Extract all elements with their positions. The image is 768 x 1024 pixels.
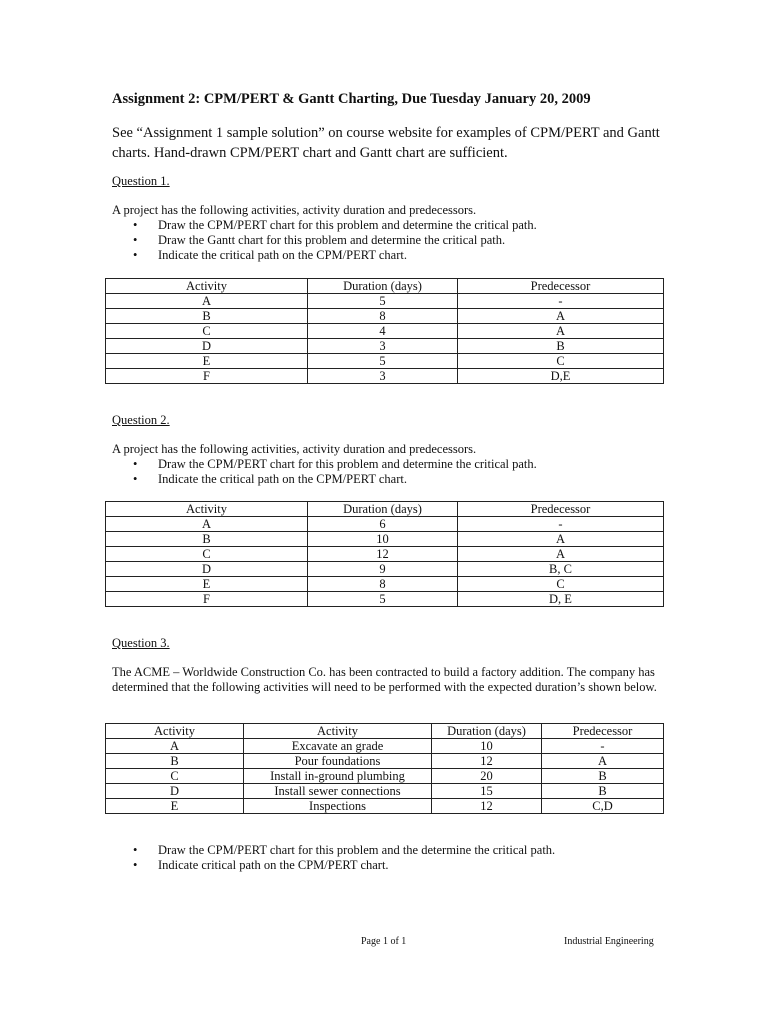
table-cell: A [458,324,664,339]
question-1-heading: Question 1. [112,174,170,188]
table-cell: A [542,754,664,769]
table-row [106,324,664,339]
table-cell: F [106,592,308,607]
list-item: • Indicate critical path on the CPM/PERT chart. [112,858,555,873]
table-cell: 4 [308,324,458,339]
table-cell: Pour foundations [244,754,432,769]
table-cell: 3 [308,339,458,354]
table-cell: 12 [308,547,458,562]
table-cell: 8 [308,309,458,324]
table-cell: 12 [432,754,542,769]
table-cell: 3 [308,369,458,384]
list-item: • Indicate the critical path on the CPM/PERT chart. [112,248,537,263]
table-cell: - [542,739,664,754]
table-cell: Inspections [244,799,432,814]
table-cell: 5 [308,294,458,309]
table-cell: C,D [542,799,664,814]
table-row [106,369,664,384]
table-row [106,592,664,607]
table-row [106,739,664,754]
table-cell: A [106,739,244,754]
intro-paragraph: See “Assignment 1 sample solution” on course website for examples of CPM/PERT and Gantt charts. Hand-drawn CPM/PERT chart and Gantt chart are sufficient. [112,125,660,161]
column-header: Predecessor [458,502,664,517]
question-3-heading: Question 3. [112,636,170,650]
table-cell: F [106,369,308,384]
table-cell: E [106,799,244,814]
table-cell: Excavate an grade [244,739,432,754]
table-header-row [106,724,664,739]
table-row [106,339,664,354]
table-cell: D [106,562,308,577]
table-cell: E [106,577,308,592]
table-cell: B [106,532,308,547]
table-row [106,754,664,769]
table-cell: A [458,547,664,562]
table-row [106,517,664,532]
table-cell: B [106,754,244,769]
column-header: Duration (days) [308,502,458,517]
list-item: • Draw the CPM/PERT chart for this problem and determine the critical path. [112,457,537,472]
table-cell: 12 [432,799,542,814]
table-row [106,784,664,799]
table-row [106,354,664,369]
footer-page-number: Page 1 of 1 [361,936,407,947]
table-cell: 8 [308,577,458,592]
list-item: • Draw the CPM/PERT chart for this problem and determine the critical path. [112,218,537,233]
table-row [106,562,664,577]
table-cell: C [106,769,244,784]
table-cell: 6 [308,517,458,532]
question-3-text: The ACME – Worldwide Construction Co. has been contracted to build a factory addition. The company has determined that the following activities will need to be performed with the expected duration’s shown below. [112,665,657,694]
table-cell: D, E [458,592,664,607]
column-header: Duration (days) [308,279,458,294]
table-row [106,294,664,309]
question-3-bullets [112,843,555,873]
table-cell: Install in-ground plumbing [244,769,432,784]
column-header: Activity [106,724,244,739]
table-cell: B [458,339,664,354]
table-row [106,769,664,784]
list-item: • Indicate the critical path on the CPM/PERT chart. [112,472,537,487]
table-cell: 5 [308,354,458,369]
table-cell: 10 [308,532,458,547]
list-item: • Draw the CPM/PERT chart for this problem and the determine the critical path. [112,843,555,858]
table-cell: A [106,517,308,532]
table-cell: B, C [458,562,664,577]
table-cell: Install sewer connections [244,784,432,799]
table-cell: - [458,294,664,309]
table-cell: 9 [308,562,458,577]
table-row [106,532,664,547]
table-header-row [106,502,664,517]
column-header: Activity [106,502,308,517]
table-header-row [106,279,664,294]
table-cell: 5 [308,592,458,607]
table-cell: C [106,324,308,339]
footer-department: Industrial Engineering [564,936,654,947]
table-cell: B [542,784,664,799]
table-cell: 15 [432,784,542,799]
table-cell: 20 [432,769,542,784]
column-header: Duration (days) [432,724,542,739]
question-2-table [105,501,664,607]
table-row [106,547,664,562]
question-2-bullets [112,457,537,487]
table-cell: D,E [458,369,664,384]
table-cell: C [458,354,664,369]
question-1-bullets [112,218,537,263]
column-header: Activity [244,724,432,739]
list-item: • Draw the Gantt chart for this problem and determine the critical path. [112,233,537,248]
table-cell: - [458,517,664,532]
table-cell: B [542,769,664,784]
table-cell: B [106,309,308,324]
table-row [106,577,664,592]
table-cell: C [458,577,664,592]
question-2-text: A project has the following activities, activity duration and predecessors. [112,442,477,456]
table-cell: C [106,547,308,562]
table-cell: A [458,309,664,324]
assignment-title: Assignment 2: CPM/PERT & Gantt Charting, Due Tuesday January 20, 2009 [112,91,591,107]
table-cell: A [458,532,664,547]
table-cell: D [106,784,244,799]
table-cell: A [106,294,308,309]
question-3-table [105,723,664,814]
table-cell: E [106,354,308,369]
question-2-heading: Question 2. [112,413,170,427]
column-header: Predecessor [458,279,664,294]
table-cell: D [106,339,308,354]
column-header: Activity [106,279,308,294]
question-1-text: A project has the following activities, activity duration and predecessors. [112,203,477,217]
column-header: Predecessor [542,724,664,739]
table-cell: 10 [432,739,542,754]
question-1-table [105,278,664,384]
table-row [106,309,664,324]
table-row [106,799,664,814]
